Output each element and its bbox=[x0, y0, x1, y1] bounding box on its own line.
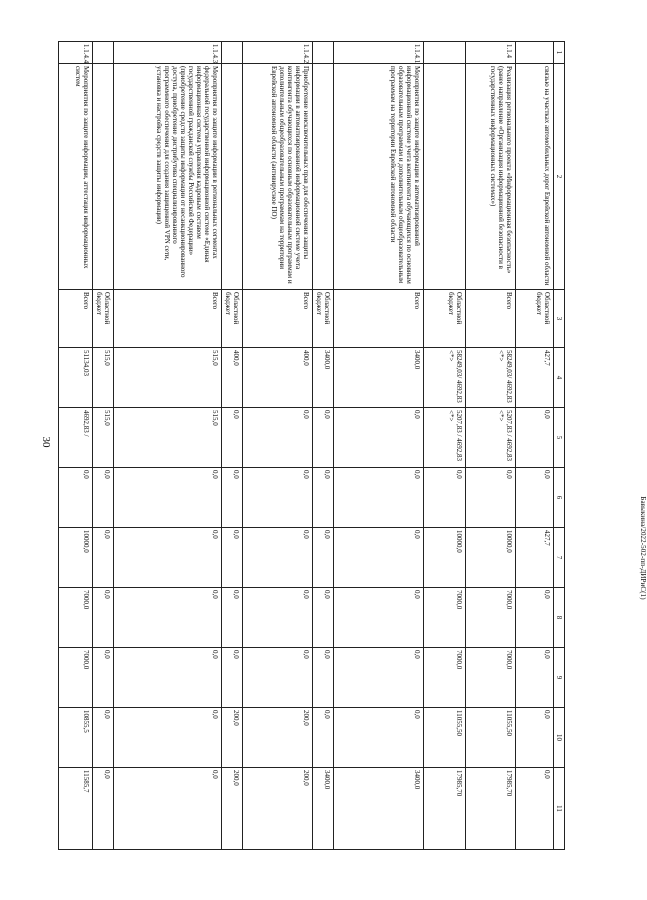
table-body bbox=[59, 42, 565, 850]
table-row bbox=[313, 42, 334, 850]
cell-y2025: 0,0 bbox=[243, 648, 313, 708]
cell-y2025: 7000,0 bbox=[59, 648, 93, 708]
cell-y2025: 0,0 bbox=[516, 648, 554, 708]
cell-y2024: 7000,0 bbox=[59, 588, 93, 648]
cell-y2026: 0,0 bbox=[93, 708, 114, 768]
cell-y2024: 0,0 bbox=[334, 588, 424, 648]
table-row bbox=[114, 42, 222, 850]
cell-y2026: 0,0 bbox=[313, 708, 334, 768]
cell-y2027: 11585,7 bbox=[59, 768, 93, 850]
table-row bbox=[243, 42, 313, 850]
cell-y2027: 0,0 bbox=[114, 768, 222, 850]
cell-name: Приобретение неисключительных прав для обеспечения защиты информации в автоматизированной информационной системе учета контингента обучающихся по основным образовательным программам и дополнительным общеобразовательным программам на территории Еврейской автономной области (антивирусное ПО) bbox=[243, 64, 313, 290]
cell-y2023: 0,0 bbox=[334, 528, 424, 588]
cell-y2022: 0,0 bbox=[222, 468, 243, 528]
cell-y2021: 0,0 bbox=[313, 408, 334, 468]
document-code: Бавыкина/2022-502-пп-ДИРиС(1) bbox=[639, 496, 647, 600]
cell-y2026: 0,0 bbox=[114, 708, 222, 768]
cell-y2021: 515,0 bbox=[114, 408, 222, 468]
budget-table bbox=[58, 41, 565, 850]
cell-y2025: 0,0 bbox=[114, 648, 222, 708]
cell-y2026: 200,0 bbox=[222, 708, 243, 768]
cell-y2021: 515,0 bbox=[93, 408, 114, 468]
cell-y2025: 7000,0 bbox=[424, 648, 466, 708]
cell-y2022: 0,0 bbox=[114, 468, 222, 528]
cell-total: 515,0 bbox=[114, 348, 222, 408]
cell-name bbox=[424, 64, 466, 290]
cell-y2026: 10855,5 bbox=[59, 708, 93, 768]
table-row bbox=[93, 42, 114, 850]
cell-num: 1.1.4.1 bbox=[334, 42, 424, 64]
cell-y2021: 0,0 bbox=[243, 408, 313, 468]
cell-num bbox=[222, 42, 243, 64]
cell-source: Всего bbox=[466, 290, 516, 348]
cell-y2023: 0,0 bbox=[222, 528, 243, 588]
cell-name bbox=[222, 64, 243, 290]
table-row bbox=[516, 42, 554, 850]
cell-y2024: 0,0 bbox=[243, 588, 313, 648]
cell-y2027: 0,0 bbox=[516, 768, 554, 850]
cell-y2027: 3400,0 bbox=[313, 768, 334, 850]
cell-y2021: 5207,83 / 4692,83 <*> bbox=[424, 408, 466, 468]
column-number-header: 1 bbox=[554, 42, 565, 64]
cell-y2024: 0,0 bbox=[516, 588, 554, 648]
cell-source: Всего bbox=[114, 290, 222, 348]
cell-num bbox=[313, 42, 334, 64]
cell-y2027: 17985,70 bbox=[466, 768, 516, 850]
cell-y2025: 0,0 bbox=[222, 648, 243, 708]
cell-name: Мероприятия по защите информации в автоматизированной информационной системе учета контингента обучающихся по основным образовательным программам и дополнительным общеобразовательным программам на территории Еврейской автономной области bbox=[334, 64, 424, 290]
column-number-header: 8 bbox=[554, 588, 565, 648]
cell-y2026: 11055,50 bbox=[424, 708, 466, 768]
column-number-header: 11 bbox=[554, 768, 565, 850]
cell-y2023: 0,0 bbox=[243, 528, 313, 588]
cell-total: 515,0 bbox=[93, 348, 114, 408]
table-row bbox=[334, 42, 424, 850]
table-row bbox=[424, 42, 466, 850]
cell-num: 1.1.4.2 bbox=[243, 42, 313, 64]
cell-y2021: 4692,83 / bbox=[59, 408, 93, 468]
cell-y2027: 3400,0 bbox=[334, 768, 424, 850]
rotated-table-container bbox=[74, 41, 565, 849]
cell-y2024: 0,0 bbox=[93, 588, 114, 648]
cell-source: Всего bbox=[59, 290, 93, 348]
cell-y2026: 200,0 bbox=[243, 708, 313, 768]
cell-y2021: 0,0 bbox=[222, 408, 243, 468]
column-number-header: 7 bbox=[554, 528, 565, 588]
cell-y2022: 0,0 bbox=[516, 468, 554, 528]
cell-y2023: 10000,0 bbox=[424, 528, 466, 588]
cell-y2027: 0,0 bbox=[93, 768, 114, 850]
cell-name: Мероприятия по защите информации, аттестация информационных систем bbox=[59, 64, 93, 290]
cell-y2021: 5207,83 / 4692,83 <*> bbox=[466, 408, 516, 468]
cell-total: 51134,03 bbox=[59, 348, 93, 408]
cell-y2022: 0,0 bbox=[243, 468, 313, 528]
column-number-header: 6 bbox=[554, 468, 565, 528]
cell-name: связью на участках автомобильных дорог Еврейской автономной области bbox=[516, 64, 554, 290]
cell-y2023: 0,0 bbox=[313, 528, 334, 588]
cell-num: 1.1.4 bbox=[466, 42, 516, 64]
column-number-header: 3 bbox=[554, 290, 565, 348]
cell-y2025: 7000,0 bbox=[466, 648, 516, 708]
cell-y2026: 0,0 bbox=[334, 708, 424, 768]
cell-num bbox=[516, 42, 554, 64]
cell-total: 400,0 bbox=[243, 348, 313, 408]
cell-y2022: 0,0 bbox=[334, 468, 424, 528]
cell-total: 58249,03/ 4692,83 <*> bbox=[466, 348, 516, 408]
column-number-header: 9 bbox=[554, 648, 565, 708]
cell-y2022: 0,0 bbox=[424, 468, 466, 528]
cell-total: 400,0 bbox=[222, 348, 243, 408]
cell-total: 3400,0 bbox=[313, 348, 334, 408]
cell-y2025: 0,0 bbox=[313, 648, 334, 708]
cell-name bbox=[93, 64, 114, 290]
cell-total: 58249,03/ 4692,83 <*> bbox=[424, 348, 466, 408]
cell-name: Реализация регионального проекта «Информационная безопасность» (ранее направление «Организация информационной безопасности в государственных информационных системах») bbox=[466, 64, 516, 290]
column-number-header: 5 bbox=[554, 408, 565, 468]
column-number-header: 4 bbox=[554, 348, 565, 408]
cell-source: Областной бюджет bbox=[222, 290, 243, 348]
cell-y2021: 0,0 bbox=[334, 408, 424, 468]
cell-name: Мероприятия по защите информации в региональных сегментах федеральной государственной информационной системе «Единая информационная система управления кадровым составом государственной гражданской службы Российской Федерации» (приобретение средств защиты информации от несанкционированного доступа, приобретение дистрибутива специализированного программного обеспечения для создания защищенной VPN сети, установка и настройка средств защиты информации) bbox=[114, 64, 222, 290]
cell-y2022: 0,0 bbox=[93, 468, 114, 528]
cell-y2023: 10000,0 bbox=[466, 528, 516, 588]
column-number-header: 2 bbox=[554, 64, 565, 290]
table-row bbox=[222, 42, 243, 850]
cell-source: Областной бюджет bbox=[424, 290, 466, 348]
cell-num bbox=[424, 42, 466, 64]
cell-y2022: 0,0 bbox=[59, 468, 93, 528]
cell-source: Всего bbox=[334, 290, 424, 348]
cell-num: 1.1.4.4 bbox=[59, 42, 93, 64]
cell-y2021: 0,0 bbox=[516, 408, 554, 468]
cell-y2022: 0,0 bbox=[466, 468, 516, 528]
cell-y2023: 10000,0 bbox=[59, 528, 93, 588]
cell-y2024: 7000,0 bbox=[424, 588, 466, 648]
cell-y2023: 0,0 bbox=[93, 528, 114, 588]
cell-num bbox=[93, 42, 114, 64]
cell-y2025: 0,0 bbox=[93, 648, 114, 708]
cell-y2027: 200,0 bbox=[243, 768, 313, 850]
cell-source: Областной бюджет bbox=[93, 290, 114, 348]
page-number: 30 bbox=[40, 436, 52, 448]
cell-y2024: 0,0 bbox=[114, 588, 222, 648]
cell-y2023: 427,7 bbox=[516, 528, 554, 588]
cell-source: Областной бюджет bbox=[516, 290, 554, 348]
cell-source: Всего bbox=[243, 290, 313, 348]
cell-y2024: 7000,0 bbox=[466, 588, 516, 648]
cell-source: Областной бюджет bbox=[313, 290, 334, 348]
cell-y2024: 0,0 bbox=[222, 588, 243, 648]
cell-num: 1.1.4.3 bbox=[114, 42, 222, 64]
cell-y2022: 0,0 bbox=[313, 468, 334, 528]
cell-y2023: 0,0 bbox=[114, 528, 222, 588]
cell-y2026: 11055,50 bbox=[466, 708, 516, 768]
cell-name bbox=[313, 64, 334, 290]
cell-y2024: 0,0 bbox=[313, 588, 334, 648]
table-row bbox=[466, 42, 516, 850]
cell-y2027: 17985,70 bbox=[424, 768, 466, 850]
header-row bbox=[554, 42, 565, 850]
cell-y2025: 0,0 bbox=[334, 648, 424, 708]
cell-y2027: 200,0 bbox=[222, 768, 243, 850]
cell-total: 427,7 bbox=[516, 348, 554, 408]
cell-y2026: 0,0 bbox=[516, 708, 554, 768]
column-number-header: 10 bbox=[554, 708, 565, 768]
table-row bbox=[59, 42, 93, 850]
cell-total: 3400,0 bbox=[334, 348, 424, 408]
